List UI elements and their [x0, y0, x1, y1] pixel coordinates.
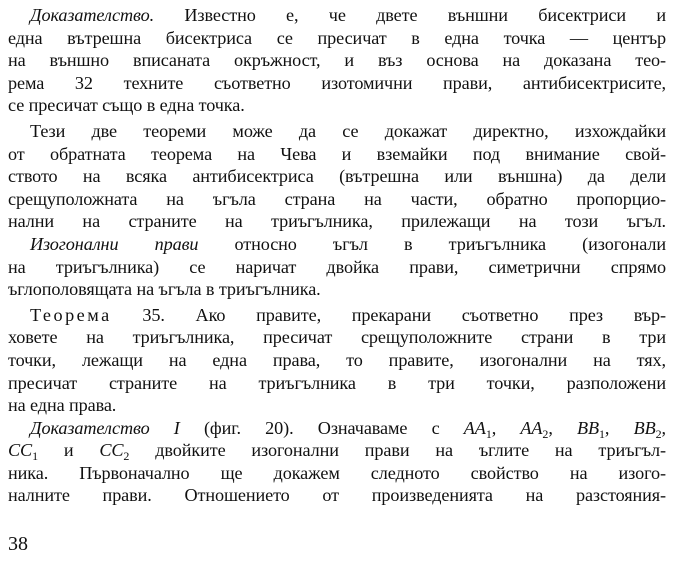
math-bb1: $BB_1$ [576, 417, 605, 440]
text-line: налните прави. Отношението от произведенията на разстояния- [8, 485, 666, 506]
page-number: 38 [8, 533, 28, 555]
paragraph-isogonal-definition [8, 233, 666, 301]
text-line: Тези две теореми може да се докажат директно, изхождайки [30, 120, 666, 141]
math-cc1: $CC_1$ [8, 440, 38, 462]
text-line: рема 32 техните съответно изотомични прави, антибисектрисите, [8, 72, 666, 93]
line-text: относно ъгъл в триъгълника (изогонали [198, 233, 666, 254]
text-line: се пресичат също в една точка. [8, 95, 245, 116]
math-aa1: $AA_1$ [463, 417, 492, 440]
text-line: ъглополовящата на ъгъла в триъгълника. [8, 279, 321, 300]
text-line: нални на страните на триъгълника, прилежащи на този ъгъл. [8, 211, 666, 232]
text-line: една вътрешна бисектриса се пресичат в една точка — център [8, 27, 666, 48]
line-text: 35. Ако правите, прекарани съответно през вър- [111, 304, 666, 325]
text-line [8, 4, 666, 27]
math-aa2: $AA_2$ [520, 417, 549, 440]
line-text: (фиг. 20). Означаваме с [179, 417, 464, 438]
math-bb2: $BB_2$ [633, 417, 662, 440]
text-line [8, 304, 666, 327]
definition-term: Изогонални прави [30, 233, 199, 254]
text-line: пресичат страните на триъгълника в три точки, разположени [8, 372, 666, 393]
text-line: на една права. [8, 395, 117, 416]
text-line: от обратната теорема на Чева и вземайки под внимание свой- [8, 143, 666, 164]
paragraph-proof-bisectors [8, 4, 666, 117]
text-line: $CC_1$ и $CC_2$ двойките изогонални прави на ъглите на триъгъл- [8, 440, 666, 462]
text-line: срещуположната на ъгъла страна на части, обратно пропорцио- [8, 188, 666, 209]
paragraph-direct-proof [8, 120, 666, 233]
line-text: двойките изогонални прави на ъглите на триъгъл- [129, 440, 666, 461]
text-line: ховете на триъгълника, пресичат срещуположните страни в три [8, 327, 666, 348]
text-line: точки, лежащи на една права, то правите, изогонални на тях, [8, 349, 666, 370]
text-line: на външно вписаната окръжност, и въз основа на доказана тео- [8, 50, 666, 71]
line-text: Известно е, че двете външни бисектриси и [154, 5, 666, 25]
math-cc2: $CC_2$ [99, 440, 130, 462]
text-line: Доказателство I (фиг. 20). Означаваме с $AA_1$, $AA_2$, $BB_1$, $BB_2$, [30, 417, 666, 440]
proof-label: Доказателство. [30, 5, 155, 25]
text-line: ника. Първоначално ще докажем следното свойство на изого- [8, 462, 666, 483]
theorem-label: Теорема [30, 304, 112, 325]
text-line: на триъгълника) се наричат двойка прави, симетрични спрямо [8, 256, 666, 277]
text-line [8, 233, 666, 256]
paragraph-theorem-35 [8, 304, 666, 417]
proof-label: Доказателство I [30, 417, 180, 438]
paragraph-proof-1 [8, 417, 666, 507]
text-line: ството на всяка антибисектриса (вътрешна или външна) да дели [8, 166, 666, 187]
text-block [8, 4, 666, 507]
